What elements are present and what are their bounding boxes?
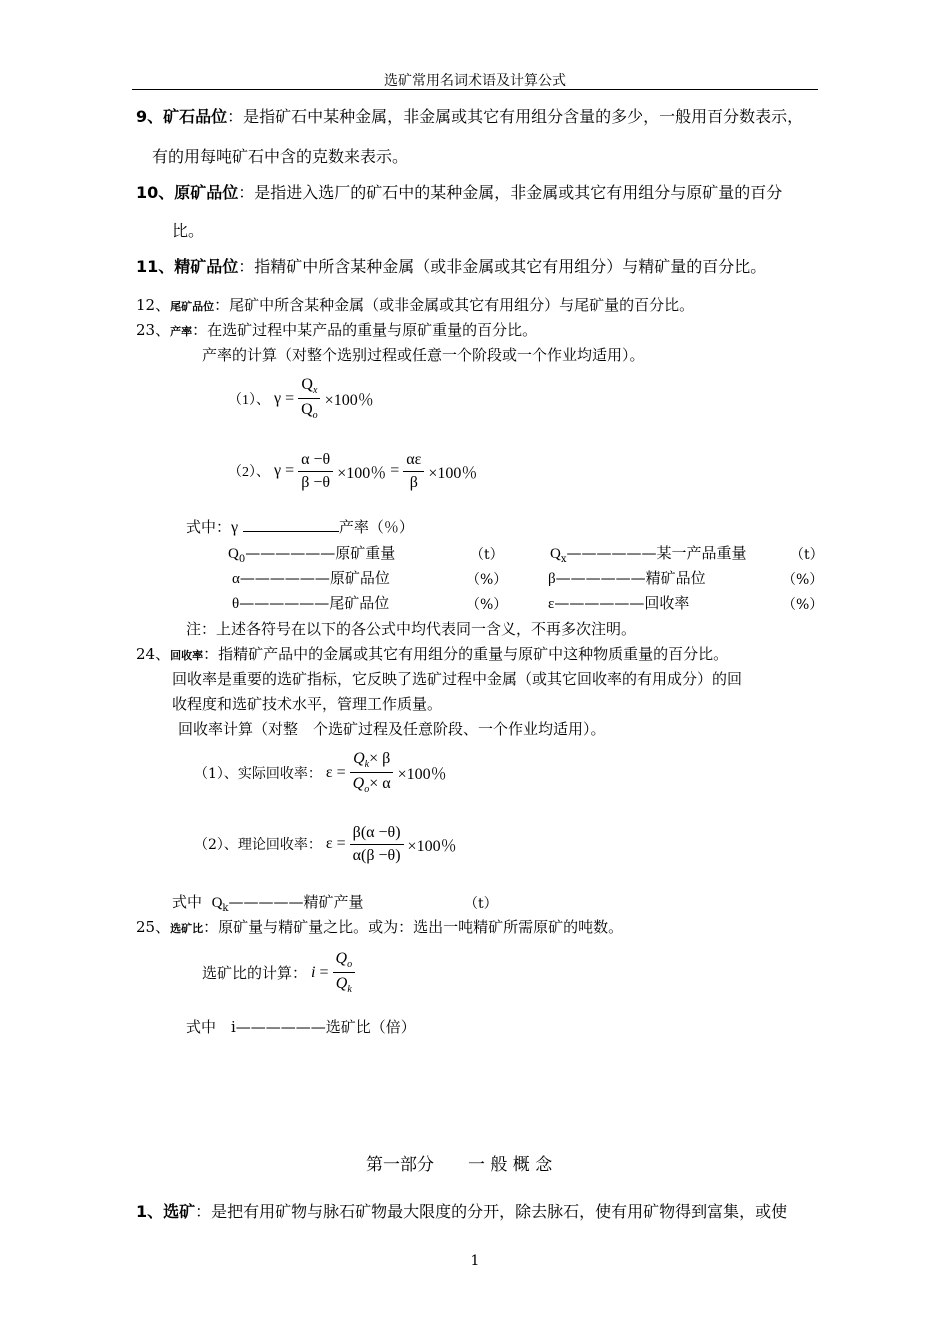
epsilon-symbol: ε — [325, 835, 333, 853]
fraction — [350, 824, 404, 864]
denominator: β −θ — [301, 473, 331, 491]
item-24-line-2: 回收率是重要的选矿指标，它反映了选矿过程中金属（或其它回收率的有用成分）的回 — [172, 670, 743, 688]
item-10-cont: 比。 — [172, 221, 205, 240]
equals-sign: = — [319, 963, 329, 981]
subscript: k — [364, 759, 370, 770]
term-yield: 产率 — [170, 325, 193, 338]
item-1 — [136, 1199, 787, 1222]
legend-text: ——————精矿品位 — [555, 569, 706, 587]
term-raw-ore-grade: 10、原矿品位 — [136, 183, 239, 202]
item-25-text: ：原矿量与精矿量之比。或为：选出一吨精矿所需原矿的吨数。 — [203, 918, 624, 936]
symbol: β — [548, 571, 556, 587]
i-symbol: i — [311, 963, 316, 981]
legend-row-2-right — [548, 567, 706, 588]
yield-calc-intro: 产率的计算（对整个选别过程或任意一个阶段或一个作业均适用）。 — [202, 346, 645, 364]
denominator: β — [409, 473, 418, 491]
equals-sign: = — [285, 462, 295, 480]
blank-line — [243, 518, 339, 532]
times-100: ×100％ — [337, 464, 387, 482]
recovery-formula-2 — [194, 824, 457, 864]
legend-gamma-text: 产率（％） — [338, 518, 414, 536]
times-100: ×100％ — [397, 766, 447, 783]
subscript: k — [222, 903, 229, 914]
item-12 — [136, 294, 694, 315]
formula-label: （1）、 — [228, 392, 270, 408]
recovery-legend — [172, 891, 363, 914]
legend-lead: 式中 — [172, 893, 203, 911]
legend-unit: （%） — [466, 597, 508, 613]
gamma-symbol: γ — [274, 389, 282, 407]
equals-sign: = — [285, 389, 295, 407]
concentration-ratio-legend: 式中 i——————选矿比（倍） — [186, 1018, 416, 1036]
item-24 — [136, 643, 728, 664]
formula-label: （2）、理论回收率： — [194, 837, 322, 854]
legend-unit: （t） — [790, 547, 824, 563]
legend-lead: 式中： — [186, 518, 232, 536]
legend-text: —————精矿产量 — [228, 893, 364, 911]
term-recovery: 回收率 — [170, 649, 204, 662]
numerator-rest: × β — [369, 750, 391, 767]
gamma-symbol: γ — [274, 462, 282, 480]
item-12-text: ：尾矿中所含某种金属（或非金属或其它有用组分）与尾矿量的百分比。 — [214, 296, 695, 314]
symbol: Q — [550, 546, 561, 562]
item-23-text: ：在选矿过程中某产品的重量与原矿重量的百分比。 — [192, 321, 538, 339]
item-1-text: ：是把有用矿物与脉石矿物最大限度的分开，除去脉石，使有用矿物得到富集，或使 — [195, 1202, 788, 1221]
item-9-cont: 有的用每吨矿石中含的克数来表示。 — [152, 147, 409, 166]
fraction — [403, 451, 424, 491]
legend-unit: （%） — [466, 572, 508, 588]
fraction — [298, 451, 333, 491]
legend-row-1-right — [550, 542, 747, 565]
legend-row-3-left — [232, 592, 389, 613]
subscript: x — [560, 554, 567, 565]
subscript: 0 — [238, 554, 246, 565]
numerator: Q — [335, 950, 348, 967]
numerator: Q — [353, 750, 365, 767]
legend-unit: （%） — [782, 572, 824, 588]
symbol: Q — [211, 895, 223, 911]
formula-label: 选矿比的计算： — [202, 964, 308, 982]
formula-label: （1）、实际回收率： — [194, 765, 322, 782]
item-24-text: ：指精矿产品中的金属或其它有用组分的重量与原矿中这种物质重量的百分比。 — [203, 645, 729, 663]
item-9 — [136, 104, 803, 127]
fraction — [333, 950, 356, 995]
item-10-text: ：是指进入选厂的矿石中的某种金属，非金属或其它有用组分与原矿量的百分 — [238, 183, 783, 202]
item-24-num: 24、 — [136, 645, 171, 663]
subscript: o — [312, 410, 318, 421]
legend-text: ——————原矿品位 — [239, 569, 390, 587]
times-100: ×100％ — [428, 464, 478, 482]
item-25 — [136, 916, 623, 937]
numerator: Q — [301, 376, 313, 393]
times-100: ×100％ — [407, 837, 457, 855]
item-11-text: ：指精矿中所含某种金属（或非金属或其它有用组分）与精矿量的百分比。 — [238, 257, 767, 276]
formula-label: （2）、 — [228, 465, 270, 481]
legend-gamma — [186, 516, 414, 537]
subscript: k — [347, 984, 352, 995]
item-10 — [136, 180, 782, 203]
denominator: Q — [335, 975, 348, 992]
denominator: α(β −θ) — [352, 846, 401, 864]
legend-unit: （t） — [470, 547, 504, 563]
numerator: α −θ — [298, 451, 333, 472]
denominator: Q — [301, 401, 313, 418]
concentration-ratio-formula — [202, 950, 355, 995]
yield-formula-1 — [228, 376, 374, 421]
symbol: θ — [232, 596, 240, 612]
section-title: 第一部分 一 般 概 念 — [366, 1155, 553, 1175]
item-24-line-3: 收程度和选矿技术水平，管理工作质量。 — [172, 695, 443, 713]
equals-sign: = — [336, 835, 346, 853]
denominator-rest: × α — [369, 775, 391, 792]
item-23 — [136, 319, 537, 340]
item-11 — [136, 254, 766, 277]
term-beneficiation: 1、选矿 — [136, 1202, 196, 1221]
running-header: 选矿常用名词术语及计算公式 — [384, 73, 566, 89]
legend-text: ——————某一产品重量 — [566, 544, 747, 562]
item-12-num: 12、 — [136, 296, 171, 314]
symbol: ε — [548, 596, 555, 612]
legend-text: ——————回收率 — [554, 594, 690, 612]
epsilon-symbol: ε — [325, 763, 333, 781]
symbol: α — [232, 571, 240, 587]
page-number: 1 — [470, 1253, 480, 1269]
legend-row-1-left — [228, 542, 395, 565]
recovery-calc-intro: 回收率计算（对整 个选矿过程及任意阶段、一个作业均适用）。 — [178, 720, 606, 738]
legend-text: ——————尾矿品位 — [239, 594, 390, 612]
equals-sign: = — [336, 763, 346, 781]
legend-unit: （%） — [782, 597, 824, 613]
gamma-symbol: γ — [231, 519, 239, 536]
subscript: o — [364, 784, 370, 795]
numerator: αε — [403, 451, 424, 472]
term-concentration-ratio: 选矿比 — [170, 922, 204, 935]
item-25-num: 25、 — [136, 918, 171, 936]
denominator: Q — [352, 775, 365, 792]
fraction — [350, 750, 394, 795]
times-100: ×100％ — [324, 392, 374, 409]
term-concentrate-grade: 11、精矿品位 — [136, 257, 239, 276]
legend-row-3-right — [548, 592, 689, 613]
legend-row-2-left — [232, 567, 390, 588]
legend-unit: （t） — [464, 896, 498, 912]
term-ore-grade: 9、矿石品位 — [136, 107, 228, 126]
subscript: o — [347, 959, 353, 970]
item-9-text: ：是指矿石中某种金属，非金属或其它有用组分含量的多少，一般用百分数表示， — [227, 107, 804, 126]
subscript: x — [312, 385, 318, 396]
legend-text: ——————原矿重量 — [245, 544, 396, 562]
numerator: β(α −θ) — [350, 824, 404, 845]
term-tailings-grade: 尾矿品位 — [170, 300, 215, 313]
symbol: Q — [228, 546, 239, 562]
recovery-formula-1 — [194, 750, 447, 795]
item-23-num: 23、 — [136, 321, 171, 339]
fraction — [298, 376, 321, 421]
equals-sign: = — [390, 462, 400, 480]
yield-formula-2 — [228, 451, 477, 491]
legend-note: 注：上述各符号在以下的各公式中均代表同一含义，不再多次注明。 — [186, 620, 637, 638]
header-rule — [132, 89, 818, 90]
